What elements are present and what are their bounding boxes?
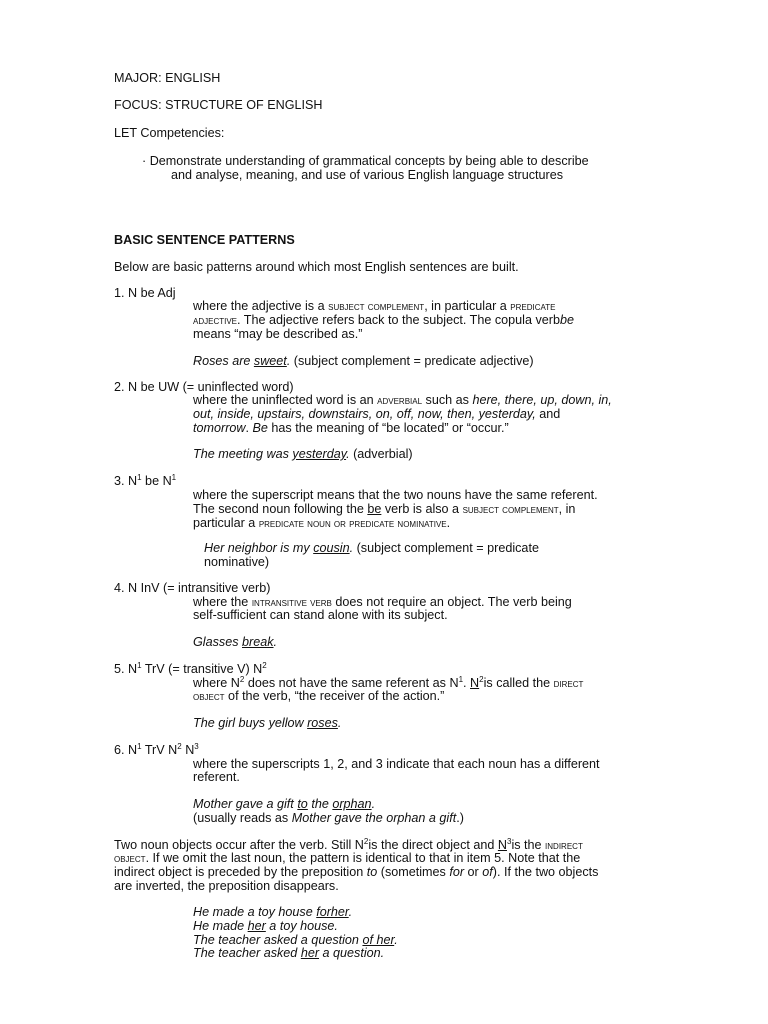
text-italic: Mother gave the orphan a gift <box>291 811 457 825</box>
text: TrV (= transitive V) N <box>141 662 263 676</box>
example-text: . <box>349 541 354 555</box>
text-underlined: N <box>497 838 507 852</box>
pattern-3-line1: where the superscript means that the two nouns have the same referent. <box>193 488 598 502</box>
term-predicate-nominative: predicate nominative <box>349 518 447 530</box>
pattern-4-example <box>193 636 277 650</box>
bullet: · <box>142 154 147 168</box>
text-italic: here, there, up, down, in, <box>472 393 612 407</box>
superscript: 3 <box>194 742 199 751</box>
text: . <box>463 676 471 690</box>
text: where the <box>193 595 252 609</box>
text-italic: for <box>449 865 465 879</box>
text: such as <box>422 393 473 407</box>
term-subject-complement: subject complement <box>462 504 559 516</box>
paragraph-line3 <box>114 866 598 880</box>
paragraph-line4: are inverted, the preposition disappears. <box>114 879 339 893</box>
superscript: 2 <box>479 675 484 684</box>
term-intransitive-verb: intransitive verb <box>251 597 332 609</box>
superscript: 2 <box>262 661 267 670</box>
pattern-5-line2 <box>193 690 444 705</box>
text: is called the <box>483 676 554 690</box>
section-title: BASIC SENTENCE PATTERNS <box>114 233 295 247</box>
superscript: 1 <box>137 473 142 482</box>
pattern-4-line2: self-sufficient can stand alone with its subject. <box>193 608 448 622</box>
focus-line: FOCUS: STRUCTURE OF ENGLISH <box>114 98 323 112</box>
text-italic: to <box>366 865 378 879</box>
text: particular a <box>193 516 259 530</box>
section-intro: Below are basic patterns around which most English sentences are built. <box>114 260 519 274</box>
example-text: Her neighbor is my <box>204 541 314 555</box>
text: or <box>330 518 350 530</box>
pattern-2-line2 <box>193 408 560 422</box>
pattern-6-example-note <box>193 812 464 826</box>
text: is the direct object and <box>368 838 498 852</box>
text-be: be <box>559 313 574 327</box>
text: does not have the same referent as N <box>244 676 459 690</box>
pattern-6-line1: where the superscripts 1, 2, and 3 indicate that each noun has a different <box>193 757 600 771</box>
superscript: 1 <box>171 473 177 482</box>
example-text: . <box>394 933 398 947</box>
pattern-3-heading <box>114 475 176 489</box>
text: (usually reads as <box>193 811 292 825</box>
competency-item <box>142 155 589 169</box>
text: The second noun following the <box>193 502 368 516</box>
text: . <box>446 516 451 530</box>
example-text: The teacher asked a question <box>193 933 363 947</box>
term-adjective: adjective <box>193 315 238 327</box>
example-text: Mother gave a gift <box>193 797 298 811</box>
superscript: 2 <box>363 837 369 846</box>
text: . If we omit the last noun, the pattern is identical to that in item 5. Note that the <box>145 851 581 865</box>
term-adverbial: adverbial <box>377 395 423 407</box>
term-object: object <box>193 691 225 703</box>
text-underlined: N <box>470 676 480 690</box>
pattern-1-example <box>193 355 534 369</box>
example-note: (subject complement = predicate <box>353 541 539 555</box>
text-italic: of <box>482 865 493 879</box>
example-underlined: her <box>247 919 266 933</box>
example-underlined: sweet <box>253 354 287 368</box>
pattern-2-line3 <box>193 422 509 436</box>
superscript: 1 <box>137 742 142 751</box>
text: , in particular a <box>424 299 511 313</box>
pattern-1-line3: means “may be described as.” <box>193 327 363 341</box>
example-underlined: to <box>297 797 308 811</box>
example-2 <box>193 920 338 934</box>
example-text: The girl buys yellow <box>193 716 308 730</box>
superscript: 1 <box>458 675 464 684</box>
pattern-3-example-cont: nominative) <box>204 555 270 569</box>
pattern-2-example <box>193 448 413 462</box>
pattern-3-example <box>204 542 539 556</box>
example-text: Roses are <box>193 354 254 368</box>
text: N <box>181 743 195 757</box>
example-text: The meeting was <box>193 447 293 461</box>
pattern-3-line3 <box>193 517 450 532</box>
example-1 <box>193 906 352 920</box>
text: or <box>464 865 483 879</box>
example-note: (subject complement = predicate adjective) <box>290 354 534 368</box>
example-note: (adverbial) <box>349 447 413 461</box>
superscript: 2 <box>239 675 245 684</box>
competency-text-line1: Demonstrate understanding of grammatical concepts by being able to describe <box>149 154 589 168</box>
text: 5. N <box>114 662 138 676</box>
text: . The adjective refers back to the subject. The copula verb <box>237 313 560 327</box>
text: 6. N <box>114 743 138 757</box>
example-underlined: of her <box>362 933 395 947</box>
example-text: He made <box>193 919 248 933</box>
text: where N <box>193 676 240 690</box>
example-underlined: roses <box>307 716 338 730</box>
text: TrV N <box>141 743 178 757</box>
text: where the uninflected word is an <box>193 393 378 407</box>
example-underlined: yesterday <box>292 447 347 461</box>
text: . <box>245 421 253 435</box>
example-text: a question. <box>319 946 385 960</box>
example-text: . <box>286 354 291 368</box>
example-text: . <box>348 905 353 919</box>
pattern-1-heading: 1. N be Adj <box>114 286 176 300</box>
text-italic: Be <box>252 421 268 435</box>
term-object: object <box>114 853 146 865</box>
competencies-label: LET Competencies: <box>114 126 225 140</box>
text-italic: out, inside, upstairs, downstairs, on, off, now, then, yesterday, <box>193 407 536 421</box>
example-text: The teacher asked <box>193 946 301 960</box>
pattern-6-example <box>193 798 375 812</box>
example-underlined: orphan <box>332 797 372 811</box>
superscript: 3 <box>506 837 512 846</box>
text: .) <box>456 811 464 825</box>
example-underlined: cousin <box>313 541 350 555</box>
text: indirect object is preceded by the preposition <box>114 865 367 879</box>
term-direct: direct <box>553 678 584 690</box>
example-text: He made a toy house <box>193 905 317 919</box>
text: and <box>535 407 561 421</box>
text: of the verb, “the receiver of the action.” <box>224 689 445 703</box>
text: where the adjective is a <box>193 299 329 313</box>
term-predicate: predicate <box>510 301 556 313</box>
pattern-6-line2: referent. <box>193 770 240 784</box>
example-text: Glasses <box>193 635 242 649</box>
text: Two noun objects occur after the verb. Still N <box>114 838 364 852</box>
pattern-5-example <box>193 717 341 731</box>
term-indirect: indirect <box>545 840 583 852</box>
example-text: the <box>307 797 333 811</box>
pattern-6-heading <box>114 744 199 758</box>
example-underlined: break <box>242 635 274 649</box>
text-underlined: be <box>367 502 382 516</box>
superscript: 1 <box>137 661 142 670</box>
example-text: . <box>371 797 376 811</box>
term-subject-complement: subject complement <box>328 301 425 313</box>
example-text: . <box>273 635 278 649</box>
example-underlined: forher <box>316 905 349 919</box>
term-predicate-noun: predicate noun <box>258 518 331 530</box>
text: (sometimes <box>377 865 450 879</box>
competency-text-line2: and analyse, meaning, and use of various English language structures <box>171 168 564 182</box>
example-4 <box>193 947 384 961</box>
text: ). If the two objects <box>492 865 599 879</box>
example-text: . <box>346 447 350 461</box>
pattern-4-heading: 4. N InV (= intransitive verb) <box>114 581 271 595</box>
text: 3. N <box>114 474 138 488</box>
text: , in <box>558 502 576 516</box>
major-line: MAJOR: ENGLISH <box>114 71 221 85</box>
example-text: . <box>337 716 342 730</box>
text: verb is also a <box>381 502 463 516</box>
example-underlined: her <box>300 946 320 960</box>
text: be N <box>141 474 172 488</box>
text-italic: tomorrow <box>193 421 246 435</box>
pattern-2-heading: 2. N be UW (= uninflected word) <box>114 380 294 394</box>
text: has the meaning of “be located” or “occur.” <box>267 421 509 435</box>
text: does not require an object. The verb being <box>331 595 572 609</box>
superscript: 2 <box>177 742 182 751</box>
text: is the <box>511 838 546 852</box>
example-text: a toy house. <box>265 919 338 933</box>
